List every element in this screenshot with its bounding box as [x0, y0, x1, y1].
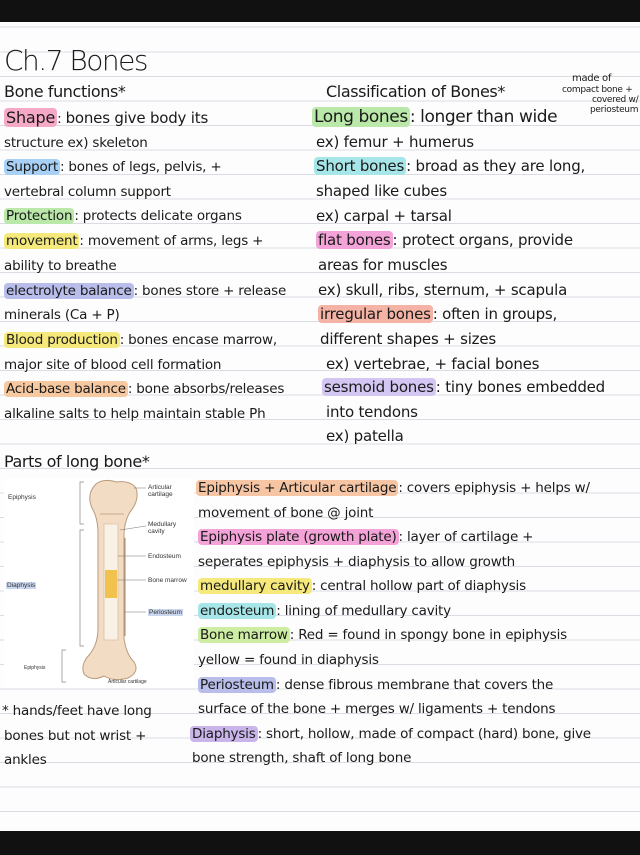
part-diaphysis: Diaphysis : short, hollow, made of compact (hard) bone, give — [192, 726, 591, 742]
part-bone-marrow-cont: yellow = found in diaphysis — [198, 652, 379, 668]
classification-note-2: compact bone + — [562, 85, 633, 95]
classification-heading: Classification of Bones* — [326, 82, 505, 101]
function-electrolyte-text: bones store + release — [142, 283, 287, 299]
label-articular-cartilage-2: cartilage — [148, 491, 173, 498]
class-long-text: longer than wide — [420, 107, 558, 127]
label-medullary-cavity-1: Medullary — [148, 521, 177, 528]
label-periosteum: Periosteum — [149, 609, 182, 616]
function-movement-text: movement of arms, legs + — [87, 233, 264, 249]
side-note-1: * hands/feet have long — [2, 703, 152, 719]
class-sesmoid-text: tiny bones embedded — [445, 378, 605, 396]
part-periosteum: Periosteum : dense fibrous membrane that covers the — [200, 677, 554, 693]
function-movement-cont: ability to breathe — [4, 258, 117, 274]
label-articular-cartilage-bottom: Articular cartilage — [108, 679, 147, 685]
term-support: Support — [6, 159, 58, 175]
term-endosteum: endosteum — [200, 603, 275, 619]
term-movement: movement — [6, 233, 78, 249]
bone-marrow-shape — [105, 570, 117, 598]
part-periosteum-text: dense fibrous membrane that covers the — [284, 677, 554, 693]
functions-heading: Bone functions* — [4, 82, 126, 101]
term-protection: Protection — [6, 208, 73, 224]
function-shape-text: bones give body its — [65, 109, 209, 127]
function-electrolyte: electrolyte balance : bones store + release — [6, 283, 287, 299]
class-flat-cont: areas for muscles — [318, 256, 448, 274]
label-bone-marrow: Bone marrow — [148, 577, 187, 584]
part-diaphysis-text: short, hollow, made of compact (hard) bone, give — [266, 726, 591, 742]
function-shape-cont: structure ex) skeleton — [4, 135, 148, 151]
label-epiphysis-bottom: Epiphysis — [24, 665, 46, 671]
function-blood-cont: major site of blood cell formation — [4, 357, 222, 373]
term-long-bones: Long bones — [314, 107, 408, 127]
function-support-cont: vertebral column support — [4, 184, 171, 200]
part-growth-plate-text: layer of cartilage + — [407, 529, 534, 545]
term-electrolyte: electrolyte balance — [6, 283, 132, 299]
part-medullary: medullary cavity : central hollow part of diaphysis — [200, 578, 526, 594]
term-diaphysis: Diaphysis — [192, 726, 256, 742]
part-bone-marrow-text: Red = found in spongy bone in epiphysis — [298, 627, 567, 643]
function-support-text: bones of legs, pelvis, + — [68, 159, 222, 175]
parts-heading: Parts of long bone* — [4, 452, 150, 471]
class-sesmoid-example: ex) patella — [326, 427, 404, 445]
class-short: Short bones : broad as they are long, — [316, 157, 586, 175]
function-acid-base-text: bone absorbs/releases — [136, 381, 285, 397]
part-endosteum: endosteum : lining of medullary cavity — [200, 603, 451, 619]
classification-note-4: periosteum — [590, 105, 639, 115]
classification-note-3: covered w/ — [592, 95, 639, 105]
part-epiphysis: Epiphysis + Articular cartilage : covers epiphysis + helps w/ — [198, 480, 590, 496]
term-short-bones: Short bones — [316, 157, 405, 175]
page-title: Ch.7 Bones — [4, 44, 147, 77]
long-bone-figure — [4, 478, 194, 688]
class-long: Long bones : longer than wide — [314, 107, 558, 127]
term-flat-bones: flat bones — [318, 231, 391, 249]
function-acid-base: Acid-base balance : bone absorbs/releases — [6, 381, 285, 397]
class-irregular: irregular bones : often in groups, — [320, 305, 558, 323]
part-epiphysis-text: covers epiphysis + helps w/ — [406, 480, 590, 496]
function-blood-text: bones encase marrow, — [128, 332, 277, 348]
label-medullary-cavity-2: cavity — [148, 528, 165, 535]
part-growth-plate: Epiphysis plate (growth plate) : layer of cartilage + — [200, 529, 534, 545]
function-blood: Blood production : bones encase marrow, — [6, 332, 277, 348]
term-epiphysis: Epiphysis + Articular cartilage — [198, 480, 397, 496]
function-movement: movement : movement of arms, legs + — [6, 233, 264, 249]
class-flat-text: protect organs, provide — [401, 231, 573, 249]
label-endosteum: Endosteum — [148, 553, 181, 560]
term-shape: Shape — [6, 108, 56, 127]
function-support: Support : bones of legs, pelvis, + — [6, 159, 222, 175]
term-sesmoid-bones: sesmoid bones — [324, 378, 434, 396]
class-short-example: ex) carpal + tarsal — [316, 207, 452, 225]
class-irregular-example: ex) vertebrae, + facial bones — [326, 355, 540, 373]
classification-note-1: made of — [572, 73, 612, 84]
term-periosteum: Periosteum — [200, 677, 274, 693]
function-shape: Shape : bones give body its — [6, 108, 209, 127]
class-irregular-cont: different shapes + sizes — [320, 330, 496, 348]
term-irregular-bones: irregular bones — [320, 305, 431, 323]
function-protection: Protection : protects delicate organs — [6, 208, 242, 224]
function-electrolyte-cont: minerals (Ca + P) — [4, 307, 120, 323]
class-long-example: ex) femur + humerus — [316, 133, 474, 151]
class-sesmoid-cont: into tendons — [326, 403, 418, 421]
class-short-cont: shaped like cubes — [316, 182, 447, 200]
side-note-2: bones but not wrist + — [4, 728, 147, 744]
term-medullary-cavity: medullary cavity — [200, 578, 310, 594]
top-bar — [0, 0, 640, 22]
class-sesmoid: sesmoid bones : tiny bones embedded — [324, 378, 605, 396]
label-epiphysis: Epiphysis — [8, 494, 36, 501]
function-protection-text: protects delicate organs — [82, 208, 242, 224]
side-note-3: ankles — [4, 752, 47, 768]
term-acid-base: Acid-base balance — [6, 381, 126, 397]
part-periosteum-cont: surface of the bone + merges w/ ligaments + tendons — [198, 701, 556, 717]
class-flat-example: ex) skull, ribs, sternum, + scapula — [318, 281, 568, 299]
part-bone-marrow: Bone marrow : Red = found in spongy bone in epiphysis — [200, 627, 567, 643]
function-acid-base-cont: alkaline salts to help maintain stable Ph — [4, 406, 266, 422]
term-bone-marrow: Bone marrow — [200, 627, 288, 643]
part-endosteum-text: lining of medullary cavity — [284, 603, 451, 619]
part-growth-plate-cont: seperates epiphysis + diaphysis to allow growth — [198, 554, 516, 570]
term-blood: Blood production — [6, 332, 118, 348]
class-short-text: broad as they are long, — [415, 157, 586, 175]
part-diaphysis-cont: bone strength, shaft of long bone — [192, 750, 412, 766]
part-medullary-text: central hollow part of diaphysis — [320, 578, 526, 594]
term-growth-plate: Epiphysis plate (growth plate) — [200, 529, 397, 545]
bottom-bar — [0, 831, 640, 855]
label-articular-cartilage-1: Articular — [148, 484, 172, 491]
part-epiphysis-cont: movement of bone @ joint — [198, 505, 374, 521]
class-flat: flat bones : protect organs, provide — [318, 231, 573, 249]
class-irregular-text: often in groups, — [442, 305, 558, 323]
label-diaphysis: Diaphysis — [7, 582, 36, 589]
